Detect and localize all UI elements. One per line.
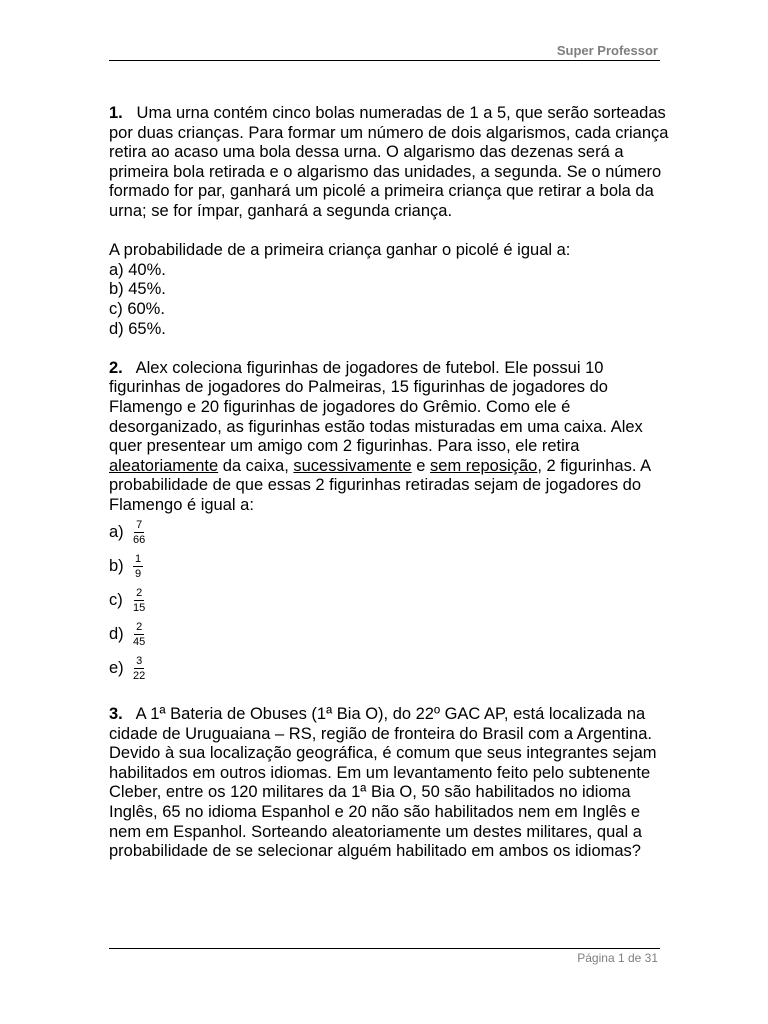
question-1-option: a) 40%. [109, 260, 166, 279]
option-label: b) [109, 556, 124, 575]
question-3-number: 3. [109, 705, 123, 724]
question-2 [109, 359, 669, 686]
question-1-option: b) 45%. [109, 280, 166, 299]
question-2-text-4: , 2 figurinhas. A probabilidade de que essas 2 figurinhas retiradas sejam de jogadores do Flamengo é igual a: [109, 456, 651, 514]
option-label: d) [109, 624, 124, 643]
fraction-denominator: 22 [133, 669, 146, 682]
question-2-option-b [109, 549, 669, 583]
option-label: a) [109, 522, 124, 541]
question-2-option-a [109, 515, 669, 549]
page-content [109, 104, 669, 862]
header-brand: Super Professor [556, 43, 658, 58]
header-rule [109, 60, 660, 61]
underlined-term-sem-reposicao: sem reposição [430, 456, 538, 475]
underlined-term-aleatoriamente: aleatoriamente [109, 456, 219, 475]
option-label: e) [109, 658, 124, 677]
fraction-denominator: 45 [133, 635, 146, 648]
fraction-denominator: 66 [133, 533, 146, 546]
question-2-option-d [109, 617, 669, 651]
fraction-numerator: 2 [136, 586, 143, 599]
question-2-text-2: da caixa, [218, 456, 294, 475]
underlined-term-sucessivamente: sucessivamente [293, 456, 412, 475]
fraction-denominator: 9 [135, 567, 142, 580]
question-2-text-1: Alex coleciona figurinhas de jogadores de futebol. Ele possui 10 figurinhas de jogadores do Palmeiras, 15 figurinhas de jogadores do Flamengo e 20 figurinhas de jogadores do Grêmio. Como ele é desorganizado, as figurinhas estão todas misturadas em uma caixa. Alex quer presentear um amigo com 2 figurinhas. Para isso, ele retira [109, 358, 643, 456]
option-label: c) [109, 590, 123, 609]
page-number: Página 1 de 31 [577, 951, 658, 965]
question-1 [109, 104, 669, 339]
fraction [133, 621, 145, 648]
question-1-number: 1. [109, 104, 123, 122]
question-1-option: c) 60%. [109, 299, 165, 318]
question-3-statement [109, 705, 669, 862]
question-2-number: 2. [109, 358, 123, 377]
fraction [133, 519, 145, 546]
question-1-statement [109, 104, 669, 222]
fraction-numerator: 1 [135, 552, 142, 565]
question-2-statement [109, 359, 669, 516]
fraction [133, 655, 145, 682]
fraction-numerator: 3 [136, 654, 143, 667]
fraction [133, 553, 143, 580]
footer-rule [109, 948, 660, 949]
question-3-text: A 1ª Bateria de Obuses (1ª Bia O), do 22º GAC AP, está localizada na cidade de Uruguaiana – RS, região de fronteira do Brasil com a Argentina. Devido à sua localização geográfica, é comum que seus integrantes sejam habilitados em outros idiomas. Em um levantamento feito pelo subtenente Cleber, entre os 120 militares da 1ª Bia O, 50 são habilitados no idioma Inglês, 65 no idioma Espanhol e 20 não são habilitados nem em Inglês e nem em Espanhol. Sorteando aleatoriamente um destes militares, qual a probabilidade de se selecionar alguém habilitado em ambos os idiomas? [109, 705, 657, 861]
question-2-option-e [109, 651, 669, 685]
fraction-numerator: 2 [136, 620, 143, 633]
question-3 [109, 705, 669, 862]
question-2-text-3: e [411, 456, 431, 475]
fraction-numerator: 7 [136, 518, 143, 531]
question-1-prompt: A probabilidade de a primeira criança ganhar o picolé é igual a: [109, 241, 571, 260]
fraction [133, 587, 145, 614]
fraction-denominator: 15 [133, 601, 146, 614]
question-1-option: d) 65%. [109, 319, 166, 338]
question-1-text: Uma urna contém cinco bolas numeradas de 1 a 5, que serão sorteadas por duas crianças. Para formar um número de dois algarismos, cada criança retira ao acaso uma bola dessa urna. O algarismo das dezenas será a primeira bola retirada e o algarismo das unidades, a segunda. Se o número formado for par, ganhará um picolé a primeira criança que retirar a bola da urna; se for ímpar, ganhará a segunda criança. [109, 104, 669, 220]
question-2-option-c [109, 583, 669, 617]
